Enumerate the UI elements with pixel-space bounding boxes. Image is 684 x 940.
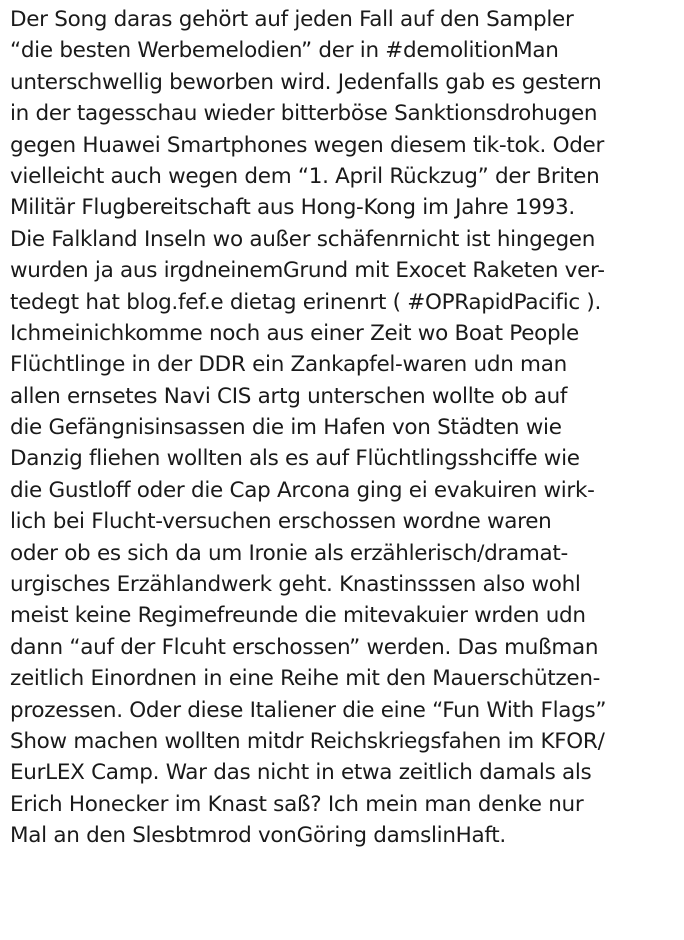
text-line: die Gefängnisinsassen die im Hafen von Städten wie	[10, 415, 562, 441]
text-line: Show machen wollten mitdr Reichskriegsfahen im KFOR/	[10, 728, 605, 754]
text-line: Ichmeinichkomme noch aus einer Zeit wo Boat People	[10, 320, 579, 346]
text-line: Danzig fliehen wollten als es auf Flüchtlingsshciffe wie	[10, 446, 580, 472]
text-line: wurden ja aus irgdneinemGrund mit Exocet Raketen ver-	[10, 258, 605, 284]
text-line: Erich Honecker im Knast saß? Ich mein man denke nur	[10, 791, 584, 817]
text-line: Die Falkland Inseln wo außer schäfenrnicht ist hingegen	[10, 226, 596, 252]
text-line: lich bei Flucht-versuchen erschossen wordne waren	[10, 509, 552, 535]
text-line: vielleicht auch wegen dem “1. April Rückzug” der Briten	[10, 163, 600, 189]
text-line: zeitlich Einordnen in eine Reihe mit den Mauerschützen-	[10, 666, 601, 692]
text-line: urgisches Erzählandwerk geht. Knastinsssen also wohl	[10, 572, 581, 598]
text-line: allen ernsetes Navi CIS artg unterschen wollte ob auf	[10, 383, 568, 409]
text-line: Flüchtlinge in der DDR ein Zankapfel-waren udn man	[10, 352, 567, 378]
text-line: Mal an den Slesbtmrod vonGöring damslinHaft.	[10, 823, 506, 849]
text-line: dann “auf der Flcuht erschossen” werden. Das mußman	[10, 634, 599, 660]
text-line: “die besten Werbemelodien” der in #demolitionMan	[10, 38, 559, 64]
text-line: meist keine Regimefreunde die mitevakuier wrden udn	[10, 603, 586, 629]
text-line: prozessen. Oder diese Italiener die eine “Fun With Flags”	[10, 697, 607, 723]
text-line: EurLEX Camp. War das nicht in etwa zeitlich damals als	[10, 760, 592, 786]
text-line: gegen Huawei Smartphones wegen diesem tik-tok. Oder	[10, 132, 605, 158]
text-line: oder ob es sich da um Ironie als erzählerisch/dramat-	[10, 540, 568, 566]
text-line: die Gustloff oder die Cap Arcona ging ei evakuiren wirk-	[10, 477, 595, 503]
text-line: Der Song daras gehört auf jeden Fall auf den Sampler	[10, 7, 574, 32]
text-line: in der tagesschau wieder bitterböse Sanktionsdrohugen	[10, 101, 598, 127]
text-line: Militär Flugbereitschaft aus Hong-Kong im Jahre 1993.	[10, 195, 575, 221]
body-text	[10, 4, 680, 852]
text-line: tedegt hat blog.fef.e dietag erinenrt ( #OPRapidPacific ).	[10, 289, 602, 315]
text-line: unterschwellig beworben wird. Jedenfalls gab es gestern	[10, 69, 602, 95]
